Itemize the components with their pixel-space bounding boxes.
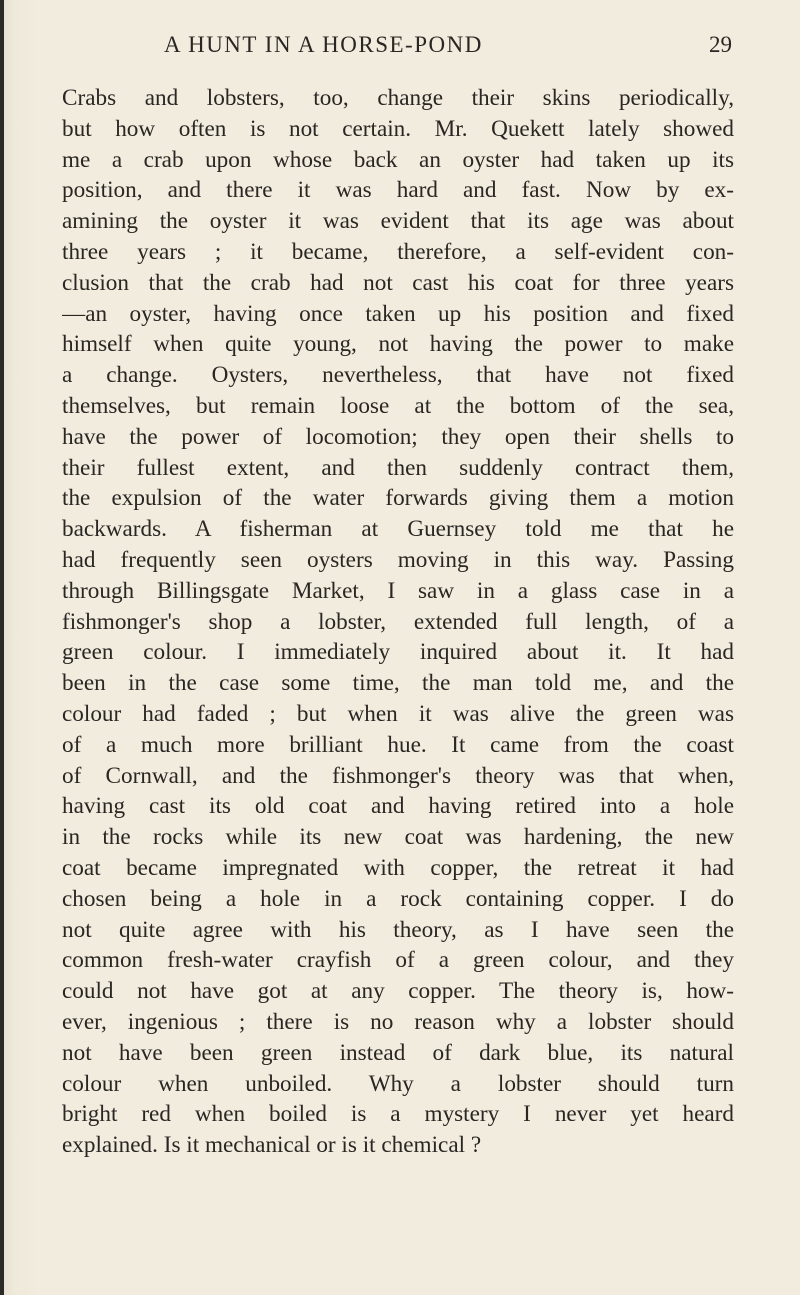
page-number: 29 (709, 32, 732, 57)
text-line: in the rocks while its new coat was hardening, the new (62, 824, 734, 851)
text-line: clusion that the crab had not cast his coat for three years (62, 269, 734, 296)
text-line: but how often is not certain. Mr. Quekett lately showed (62, 115, 734, 142)
text-line: not have been green instead of dark blue, its natural (62, 1039, 734, 1066)
text-line: been in the case some time, the man told me, and the (62, 670, 734, 697)
text-line: colour had faded ; but when it was alive the green was (62, 700, 734, 727)
text-line: themselves, but remain loose at the bottom of the sea, (62, 392, 734, 419)
text-line: —an oyster, having once taken up his position and fixed (62, 300, 734, 327)
text-line: fishmonger's shop a lobster, extended full length, of a (62, 608, 734, 635)
text-line: colour when unboiled. Why a lobster should turn (62, 1070, 734, 1097)
text-line: a change. Oysters, nevertheless, that have not fixed (62, 362, 734, 389)
text-line: green colour. I immediately inquired about it. It had (62, 639, 734, 666)
text-line: coat became impregnated with copper, the retreat it had (62, 854, 734, 881)
text-line: backwards. A fisherman at Guernsey told me that he (62, 516, 734, 543)
text-line: had frequently seen oysters moving in this way. Passing (62, 546, 734, 573)
text-line: chosen being a hole in a rock containing copper. I do (62, 885, 734, 912)
text-line: ever, ingenious ; there is no reason why a lobster should (62, 1008, 734, 1035)
text-line: not quite agree with his theory, as I have seen the (62, 916, 734, 943)
text-line: explained. Is it mechanical or is it chemical ? (62, 1132, 482, 1159)
text-line: common fresh-water crayfish of a green colour, and they (62, 947, 734, 974)
text-line: through Billingsgate Market, I saw in a glass case in a (62, 577, 734, 604)
text-line: Crabs and lobsters, too, change their skins periodically, (62, 85, 734, 111)
text-line: of Cornwall, and the fishmonger's theory was that when, (62, 762, 734, 789)
text-line: himself when quite young, not having the power to make (62, 331, 734, 358)
text-line: position, and there it was hard and fast. Now by ex- (62, 177, 734, 204)
text-line: the expulsion of the water forwards giving them a motion (62, 485, 734, 512)
text-line: amining the oyster it was evident that its age was about (62, 208, 734, 235)
body-paragraph (62, 83, 734, 1161)
text-line: me a crab upon whose back an oyster had taken up its (62, 146, 734, 173)
text-line: three years ; it became, therefore, a self-evident con- (62, 238, 734, 265)
text-line: bright red when boiled is a mystery I never yet heard (62, 1101, 734, 1128)
running-title: A HUNT IN A HORSE-POND (164, 32, 483, 57)
text-line: having cast its old coat and having retired into a hole (62, 793, 734, 820)
text-line: have the power of locomotion; they open their shells to (62, 423, 734, 450)
text-line: of a much more brilliant hue. It came from the coast (62, 731, 734, 758)
running-header (62, 32, 734, 62)
page-edge-shadow (0, 0, 4, 1295)
text-line: could not have got at any copper. The theory is, how- (62, 978, 734, 1005)
text-line: their fullest extent, and then suddenly contract them, (62, 454, 734, 481)
